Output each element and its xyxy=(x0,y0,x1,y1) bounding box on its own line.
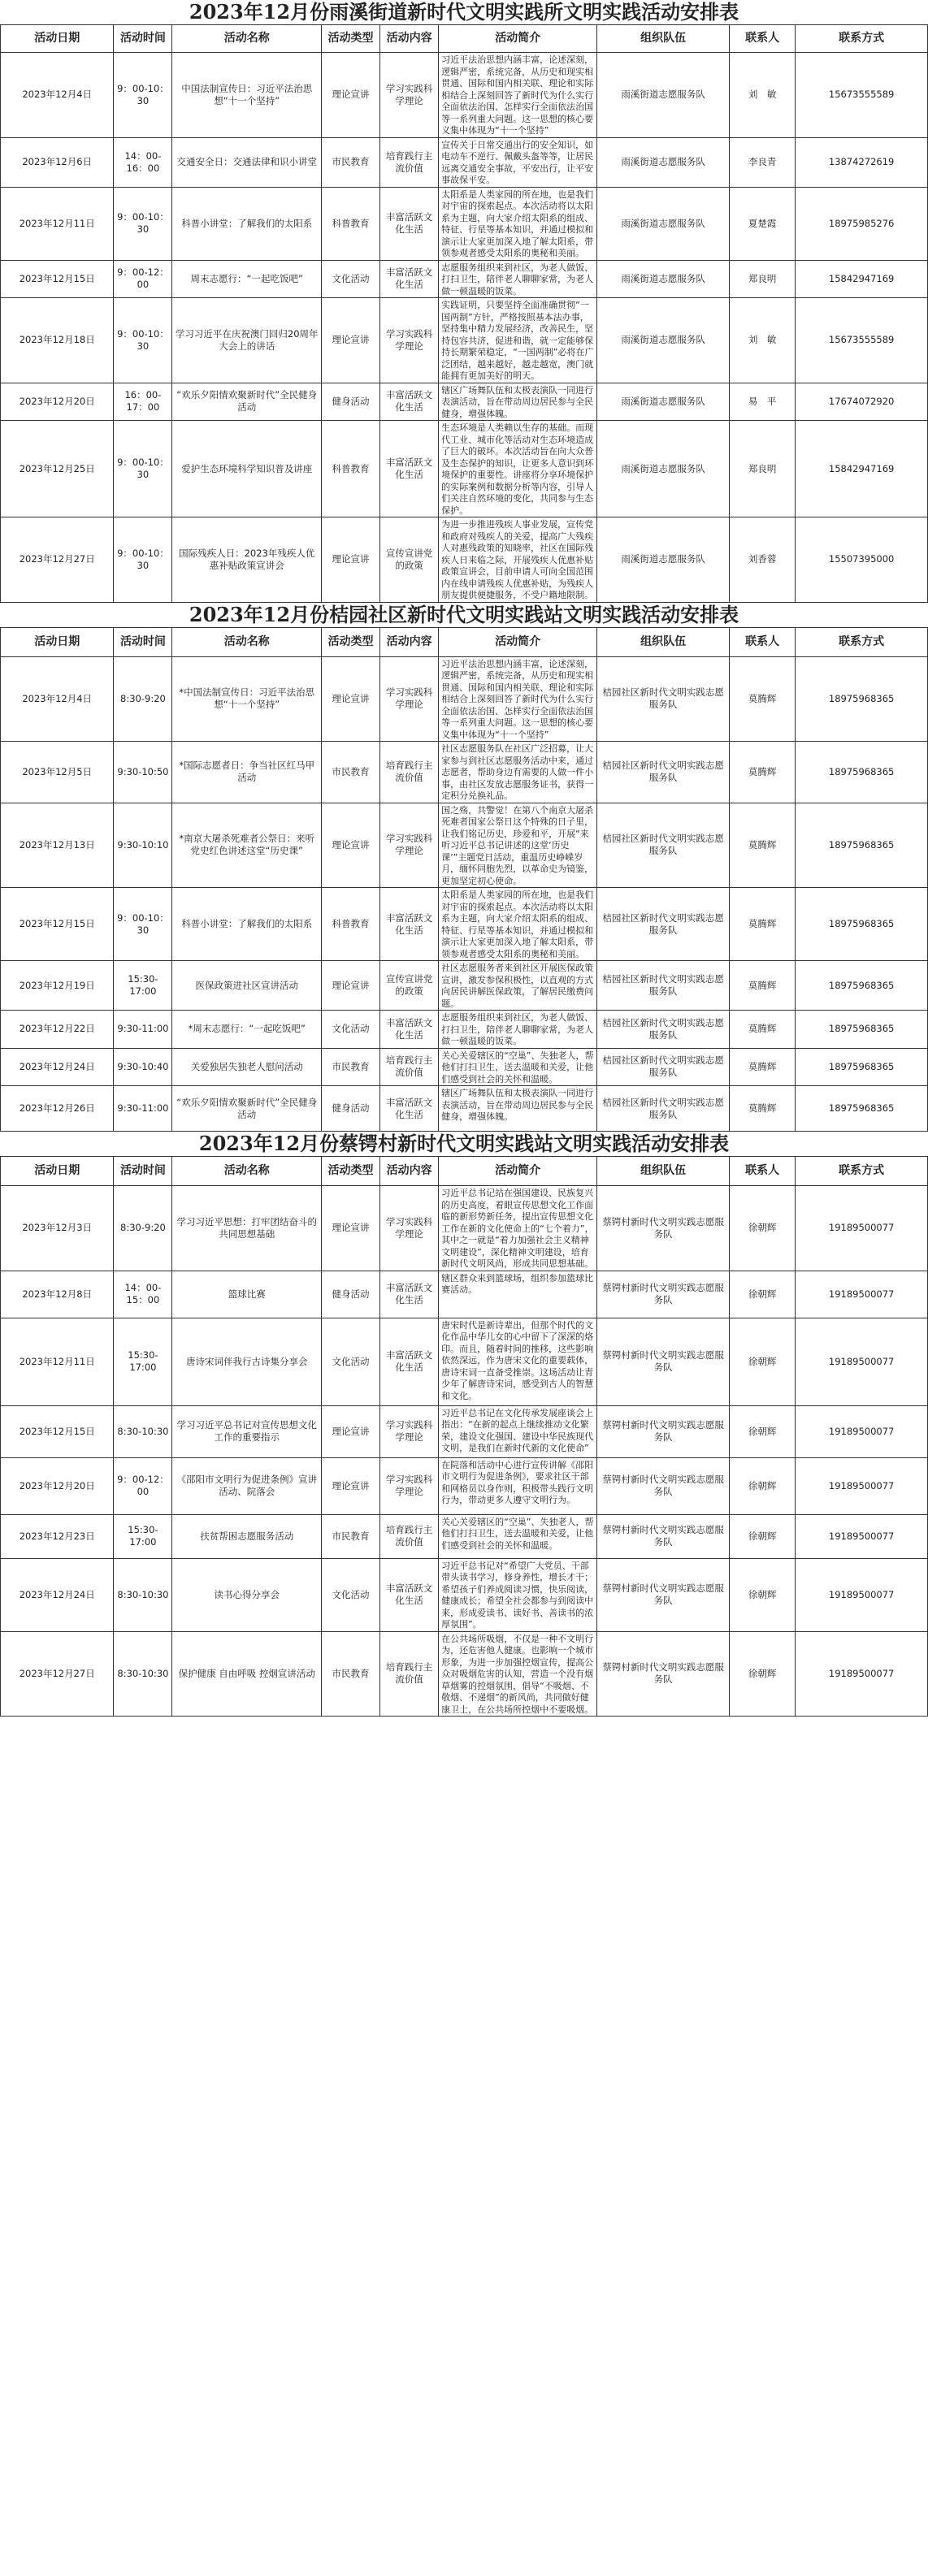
date-cell: 2023年12月20日 xyxy=(1,383,114,421)
phone-cell: 15673555589 xyxy=(796,298,928,383)
name-cell: 保护健康 自由呼吸 控烟宣讲活动 xyxy=(172,1631,322,1717)
date-cell: 2023年12月11日 xyxy=(1,187,114,260)
date-cell: 2023年12月13日 xyxy=(1,803,114,888)
time-cell: 14：00-15：00 xyxy=(114,1271,172,1318)
column-header: 活动简介 xyxy=(439,1157,597,1186)
content-cell: 丰富活跃文化生活 xyxy=(380,1558,439,1631)
table-row xyxy=(1,1318,928,1405)
date-cell: 2023年12月25日 xyxy=(1,421,114,517)
type-cell: 市民教育 xyxy=(322,137,380,187)
time-cell: 9:30-10:40 xyxy=(114,1048,172,1086)
column-header: 活动类型 xyxy=(322,1157,380,1186)
time-cell: 9：00-10：30 xyxy=(114,421,172,517)
column-header: 活动名称 xyxy=(172,25,322,53)
org-cell: 雨溪街道志愿服务队 xyxy=(597,187,730,260)
phone-cell: 19189500077 xyxy=(796,1514,928,1558)
org-cell: 雨溪街道志愿服务队 xyxy=(597,421,730,517)
table-row xyxy=(1,383,928,421)
type-cell: 市民教育 xyxy=(322,1048,380,1086)
table-row xyxy=(1,803,928,888)
phone-cell: 19189500077 xyxy=(796,1318,928,1405)
intro-cell: 辖区群众来到篮球场，组织参加篮球比赛活动。 xyxy=(439,1271,597,1318)
date-cell: 2023年12月19日 xyxy=(1,961,114,1011)
type-cell: 科普教育 xyxy=(322,421,380,517)
contact-cell: 莫腾辉 xyxy=(729,656,795,742)
name-cell: 科普小讲堂：了解我们的太阳系 xyxy=(172,187,322,260)
name-cell: 医保政策进社区宣讲活动 xyxy=(172,961,322,1011)
schedule-table xyxy=(0,1156,928,1717)
date-cell: 2023年12月26日 xyxy=(1,1086,114,1132)
org-cell: 蔡锷村新时代文明实践志愿服务队 xyxy=(597,1271,730,1318)
header-row xyxy=(1,627,928,656)
intro-cell: 习近平总书记对“希望广大党员、干部带头读书学习，修身养性，增长才干；希望孩子们养成阅读习惯，快乐阅读，健康成长；希望全社会都参与到阅读中来，形成爱读书、读好书、善读书的浓厚氛围”。 xyxy=(439,1558,597,1631)
content-cell: 丰富活跃文化生活 xyxy=(380,383,439,421)
intro-cell: 宣传关于日常交通出行的安全知识，如电动车不逆行、佩戴头盔等等，让居民远离交通安全事故，平安出行，让平安事故保平安。 xyxy=(439,137,597,187)
phone-cell: 18975968365 xyxy=(796,1011,928,1049)
column-header: 联系人 xyxy=(729,1157,795,1186)
org-cell: 雨溪街道志愿服务队 xyxy=(597,517,730,603)
time-cell: 15:30-17:00 xyxy=(114,1318,172,1405)
org-cell: 雨溪街道志愿服务队 xyxy=(597,137,730,187)
table-row xyxy=(1,298,928,383)
content-cell: 学习实践科学理论 xyxy=(380,1405,439,1457)
date-cell: 2023年12月27日 xyxy=(1,1631,114,1717)
column-header: 活动名称 xyxy=(172,1157,322,1186)
type-cell: 理论宣讲 xyxy=(322,1186,380,1271)
table-row xyxy=(1,742,928,803)
type-cell: 科普教育 xyxy=(322,888,380,961)
intro-cell: 辖区广场舞队伍和太极表演队一同进行表演活动，旨在带动周边居民参与全民健身，增强体魄。 xyxy=(439,383,597,421)
name-cell: 爱护生态环境科学知识普及讲座 xyxy=(172,421,322,517)
contact-cell: 夏楚霞 xyxy=(729,187,795,260)
intro-cell: 实践证明，只要坚持全面准确贯彻“一国两制”方针，严格按照基本法办事，坚持集中精力发展经济，改善民生，坚持包容共济，促进和谐，就一定能够保持长期繁荣稳定，“一国两制”必将在广泛团结，越来越好，越走越宽，澳门就能拥有更加美好的明天。 xyxy=(439,298,597,383)
content-cell: 丰富活跃文化生活 xyxy=(380,1271,439,1318)
name-cell: 篮球比赛 xyxy=(172,1271,322,1318)
content-cell: 宣传宣讲党的政策 xyxy=(380,517,439,603)
intro-cell: 习近平法治思想内涵丰富，论述深刻，逻辑严密，系统完备，从历史和现实相贯通、国际和国内相关联、理论和实际相结合上深刻回答了新时代为什么实行全面依法治国、怎样实行全面依法治国等一系列重大问题。这一思想的核心要义集中体现为“十一个坚持” xyxy=(439,53,597,138)
intro-cell: 太阳系是人类家园的所在地，也是我们对宇宙的探索起点。本次活动将以太阳系为主题，向大家介绍太阳系的组成、特征、行星等基本知识，并通过模拟和演示让大家更加深入地了解太阳系，带领参观者感受太阳系的奥秘和美丽。 xyxy=(439,888,597,961)
date-cell: 2023年12月15日 xyxy=(1,260,114,298)
intro-cell: 生态环境是人类赖以生存的基础。而现代工业、城市化等活动对生态环境造成了巨大的破坏。本次活动旨在向大众普及生态保护的知识，让更多人意识到环境保护的重要性。讲座将分享环境保护的实际案例和数据分析等内容，引导人们关注自然环境的变化，共同参与生态保护。 xyxy=(439,421,597,517)
intro-cell: 在院落和活动中心进行宣传讲解《邵阳市文明行为促进条例》，要求社区干部和网格员以身作则，积极带头践行文明行为，带动更多人遵守文明行为。 xyxy=(439,1457,597,1514)
type-cell: 市民教育 xyxy=(322,742,380,803)
type-cell: 科普教育 xyxy=(322,187,380,260)
phone-cell: 18975968365 xyxy=(796,961,928,1011)
column-header: 活动名称 xyxy=(172,627,322,656)
name-cell: 扶贫帮困志愿服务活动 xyxy=(172,1514,322,1558)
contact-cell: 郑良明 xyxy=(729,260,795,298)
type-cell: 健身活动 xyxy=(322,1086,380,1132)
column-header: 联系方式 xyxy=(796,627,928,656)
contact-cell: 徐朝辉 xyxy=(729,1318,795,1405)
name-cell: “欢乐夕阳情欢聚新时代”全民健身活动 xyxy=(172,383,322,421)
header-row xyxy=(1,1157,928,1186)
name-cell: 国际残疾人日：2023年残疾人优惠补贴政策宣讲会 xyxy=(172,517,322,603)
time-cell: 8:30-9:20 xyxy=(114,656,172,742)
table-row xyxy=(1,517,928,603)
name-cell: *国际志愿者日：争当社区红马甲活动 xyxy=(172,742,322,803)
intro-cell: 志愿服务组织来到社区，为老人做饭、打扫卫生，陪伴老人聊聊家常，为老人做一顿温暖的饭菜。 xyxy=(439,1011,597,1049)
contact-cell: 徐朝辉 xyxy=(729,1271,795,1318)
time-cell: 14：00-16：00 xyxy=(114,137,172,187)
org-cell: 蔡锷村新时代文明实践志愿服务队 xyxy=(597,1457,730,1514)
table-row xyxy=(1,1405,928,1457)
type-cell: 理论宣讲 xyxy=(322,1457,380,1514)
org-cell: 雨溪街道志愿服务队 xyxy=(597,298,730,383)
date-cell: 2023年12月23日 xyxy=(1,1514,114,1558)
date-cell: 2023年12月24日 xyxy=(1,1558,114,1631)
time-cell: 9:30-10:10 xyxy=(114,803,172,888)
table-row xyxy=(1,1271,928,1318)
table-row xyxy=(1,187,928,260)
type-cell: 文化活动 xyxy=(322,1558,380,1631)
contact-cell: 莫腾辉 xyxy=(729,1086,795,1132)
contact-cell: 郑良明 xyxy=(729,421,795,517)
time-cell: 9：00-12：00 xyxy=(114,260,172,298)
name-cell: 关爱独居失独老人慰问活动 xyxy=(172,1048,322,1086)
schedule-section xyxy=(0,0,928,603)
intro-cell: 关心关爱辖区的“空巢”、失独老人，帮他们打扫卫生，送去温暖和关爱，让他们感受到社会的关怀和温暖。 xyxy=(439,1514,597,1558)
type-cell: 文化活动 xyxy=(322,1318,380,1405)
date-cell: 2023年12月27日 xyxy=(1,517,114,603)
phone-cell: 19189500077 xyxy=(796,1405,928,1457)
intro-cell: 国之殇，共警觉！在第八个南京大屠杀死难者国家公祭日这个特殊的日子里，让我们铭记历史，珍爱和平，开展“来听习近平总书记讲述的这堂‘历史课’”主题党日活动，重温历史峥嵘岁月，缅怀同胞先烈，以革命史为镜鉴，更加坚定初心使命。 xyxy=(439,803,597,888)
org-cell: 雨溪街道志愿服务队 xyxy=(597,383,730,421)
org-cell: 雨溪街道志愿服务队 xyxy=(597,53,730,138)
phone-cell: 18975968365 xyxy=(796,1086,928,1132)
phone-cell: 18975985276 xyxy=(796,187,928,260)
time-cell: 9：00-10：30 xyxy=(114,53,172,138)
column-header: 联系方式 xyxy=(796,25,928,53)
section-title: 2023年12月份雨溪街道新时代文明实践所文明实践活动安排表 xyxy=(189,0,739,24)
content-cell: 丰富活跃文化生活 xyxy=(380,187,439,260)
section-title: 2023年12月份桔园社区新时代文明实践站文明实践活动安排表 xyxy=(189,602,739,626)
phone-cell: 18975968365 xyxy=(796,803,928,888)
content-cell: 培育践行主流价值 xyxy=(380,137,439,187)
time-cell: 8:30-10:30 xyxy=(114,1558,172,1631)
type-cell: 文化活动 xyxy=(322,260,380,298)
table-row xyxy=(1,656,928,742)
date-cell: 2023年12月22日 xyxy=(1,1011,114,1049)
type-cell: 文化活动 xyxy=(322,1011,380,1049)
contact-cell: 刘 敏 xyxy=(729,53,795,138)
type-cell: 健身活动 xyxy=(322,1271,380,1318)
content-cell: 培育践行主流价值 xyxy=(380,742,439,803)
column-header: 活动简介 xyxy=(439,25,597,53)
schedule-section xyxy=(0,1132,928,1717)
contact-cell: 莫腾辉 xyxy=(729,961,795,1011)
intro-cell: 关心关爱辖区的“空巢”、失独老人，帮他们打扫卫生，送去温暖和关爱，让他们感受到社会的关怀和温暖。 xyxy=(439,1048,597,1086)
type-cell: 理论宣讲 xyxy=(322,517,380,603)
time-cell: 9：00-10：30 xyxy=(114,517,172,603)
time-cell: 9：00-10：30 xyxy=(114,187,172,260)
type-cell: 理论宣讲 xyxy=(322,803,380,888)
date-cell: 2023年12月11日 xyxy=(1,1318,114,1405)
name-cell: 交通安全日：交通法律和识小讲堂 xyxy=(172,137,322,187)
name-cell: *中国法制宣传日：习近平法治思想“十一个坚持” xyxy=(172,656,322,742)
content-cell: 培育践行主流价值 xyxy=(380,1514,439,1558)
section-title: 2023年12月份蔡锷村新时代文明实践站文明实践活动安排表 xyxy=(198,1132,730,1155)
contact-cell: 刘 敏 xyxy=(729,298,795,383)
name-cell: 科普小讲堂：了解我们的太阳系 xyxy=(172,888,322,961)
contact-cell: 莫腾辉 xyxy=(729,1048,795,1086)
contact-cell: 莫腾辉 xyxy=(729,803,795,888)
phone-cell: 15673555589 xyxy=(796,53,928,138)
type-cell: 理论宣讲 xyxy=(322,1405,380,1457)
time-cell: 8:30-10:30 xyxy=(114,1405,172,1457)
org-cell: 蔡锷村新时代文明实践志愿服务队 xyxy=(597,1514,730,1558)
table-row xyxy=(1,1631,928,1717)
type-cell: 理论宣讲 xyxy=(322,656,380,742)
intro-cell: 太阳系是人类家园的所在地，也是我们对宇宙的探索起点。本次活动将以太阳系为主题，向大家介绍太阳系的组成、特征、行星等基本知识，并通过模拟和演示让大家更加深入地了解太阳系，带领参观者感受太阳系的奥秘和美丽。 xyxy=(439,187,597,260)
time-cell: 15:30-17:00 xyxy=(114,1514,172,1558)
table-row xyxy=(1,1514,928,1558)
contact-cell: 徐朝辉 xyxy=(729,1558,795,1631)
content-cell: 学习实践科学理论 xyxy=(380,53,439,138)
org-cell: 桔园社区新时代文明实践志愿服务队 xyxy=(597,1011,730,1049)
contact-cell: 刘香蓉 xyxy=(729,517,795,603)
contact-cell: 莫腾辉 xyxy=(729,1011,795,1049)
column-header: 活动内容 xyxy=(380,627,439,656)
name-cell: 周末志愿行：“一起吃饭吧” xyxy=(172,260,322,298)
time-cell: 8:30-10:30 xyxy=(114,1631,172,1717)
name-cell: 《邵阳市文明行为促进条例》宣讲活动、院落会 xyxy=(172,1457,322,1514)
contact-cell: 李良青 xyxy=(729,137,795,187)
intro-cell: 为进一步推进残疾人事业发展，宣传党和政府对残疾人的关爱，提高广大残疾人对惠残政策的知晓率，社区在国际残疾人日来临之际，开展残疾人优惠补贴政策宣讲会，目前申请人可向全国范围内在线申请残疾人优惠补贴，为残疾人朋友提供便捷服务，不受户籍地限制。 xyxy=(439,517,597,603)
contact-cell: 徐朝辉 xyxy=(729,1457,795,1514)
phone-cell: 18975968365 xyxy=(796,888,928,961)
phone-cell: 19189500077 xyxy=(796,1631,928,1717)
column-header: 组织队伍 xyxy=(597,627,730,656)
content-cell: 丰富活跃文化生活 xyxy=(380,421,439,517)
column-header: 联系方式 xyxy=(796,1157,928,1186)
date-cell: 2023年12月8日 xyxy=(1,1271,114,1318)
date-cell: 2023年12月3日 xyxy=(1,1186,114,1271)
contact-cell: 徐朝辉 xyxy=(729,1186,795,1271)
contact-cell: 徐朝辉 xyxy=(729,1631,795,1717)
type-cell: 理论宣讲 xyxy=(322,298,380,383)
content-cell: 学习实践科学理论 xyxy=(380,1457,439,1514)
column-header: 活动简介 xyxy=(439,627,597,656)
table-row xyxy=(1,137,928,187)
type-cell: 市民教育 xyxy=(322,1631,380,1717)
content-cell: 培育践行主流价值 xyxy=(380,1631,439,1717)
phone-cell: 17674072920 xyxy=(796,383,928,421)
time-cell: 9：00-12：00 xyxy=(114,1457,172,1514)
intro-cell: 社区志愿服务者来到社区开展医保政策宣讲，激发参保积极性，以直观的方式向居民讲解医保政策，了解居民缴费问题。 xyxy=(439,961,597,1011)
table-row xyxy=(1,260,928,298)
column-header: 活动日期 xyxy=(1,1157,114,1186)
content-cell: 学习实践科学理论 xyxy=(380,298,439,383)
column-header: 活动类型 xyxy=(322,25,380,53)
table-row xyxy=(1,1086,928,1132)
org-cell: 蔡锷村新时代文明实践志愿服务队 xyxy=(597,1186,730,1271)
name-cell: 学习习近平思想：打牢团结奋斗的共同思想基础 xyxy=(172,1186,322,1271)
content-cell: 丰富活跃文化生活 xyxy=(380,260,439,298)
org-cell: 蔡锷村新时代文明实践志愿服务队 xyxy=(597,1318,730,1405)
content-cell: 丰富活跃文化生活 xyxy=(380,1318,439,1405)
content-cell: 学习实践科学理论 xyxy=(380,656,439,742)
intro-cell: 社区志愿服务队在社区广泛招募，让大家参与到社区志愿服务活动中来，通过志愿者，帮助身边有需要的人做一件小事，由社区发放志愿服务证书，获得一定积分兑换礼品。 xyxy=(439,742,597,803)
column-header: 活动日期 xyxy=(1,627,114,656)
date-cell: 2023年12月15日 xyxy=(1,1405,114,1457)
content-cell: 培育践行主流价值 xyxy=(380,1048,439,1086)
time-cell: 16：00-17：00 xyxy=(114,383,172,421)
name-cell: 学习习近平在庆祝澳门回归20周年大会上的讲话 xyxy=(172,298,322,383)
time-cell: 9:30-10:50 xyxy=(114,742,172,803)
column-header: 联系人 xyxy=(729,627,795,656)
column-header: 活动日期 xyxy=(1,25,114,53)
name-cell: 唐诗宋词伴我行古诗集分享会 xyxy=(172,1318,322,1405)
contact-cell: 徐朝辉 xyxy=(729,1514,795,1558)
phone-cell: 19189500077 xyxy=(796,1271,928,1318)
table-row xyxy=(1,1186,928,1271)
phone-cell: 18975968365 xyxy=(796,1048,928,1086)
table-row xyxy=(1,961,928,1011)
org-cell: 桔园社区新时代文明实践志愿服务队 xyxy=(597,1048,730,1086)
date-cell: 2023年12月4日 xyxy=(1,53,114,138)
time-cell: 15:30-17:00 xyxy=(114,961,172,1011)
phone-cell: 15842947169 xyxy=(796,260,928,298)
content-cell: 学习实践科学理论 xyxy=(380,1186,439,1271)
phone-cell: 13874272619 xyxy=(796,137,928,187)
type-cell: 理论宣讲 xyxy=(322,53,380,138)
column-header: 组织队伍 xyxy=(597,25,730,53)
org-cell: 桔园社区新时代文明实践志愿服务队 xyxy=(597,742,730,803)
name-cell: *周末志愿行：“一起吃饭吧” xyxy=(172,1011,322,1049)
phone-cell: 19189500077 xyxy=(796,1457,928,1514)
org-cell: 雨溪街道志愿服务队 xyxy=(597,260,730,298)
date-cell: 2023年12月5日 xyxy=(1,742,114,803)
column-header: 活动内容 xyxy=(380,1157,439,1186)
name-cell: 学习习近平总书记对宣传思想文化工作的重要指示 xyxy=(172,1405,322,1457)
column-header: 活动时间 xyxy=(114,627,172,656)
org-cell: 桔园社区新时代文明实践志愿服务队 xyxy=(597,1086,730,1132)
table-row xyxy=(1,421,928,517)
column-header: 活动内容 xyxy=(380,25,439,53)
column-header: 活动时间 xyxy=(114,1157,172,1186)
contact-cell: 徐朝辉 xyxy=(729,1405,795,1457)
org-cell: 桔园社区新时代文明实践志愿服务队 xyxy=(597,803,730,888)
time-cell: 8:30-9:20 xyxy=(114,1186,172,1271)
time-cell: 9:30-11:00 xyxy=(114,1086,172,1132)
content-cell: 学习实践科学理论 xyxy=(380,803,439,888)
org-cell: 桔园社区新时代文明实践志愿服务队 xyxy=(597,961,730,1011)
column-header: 联系人 xyxy=(729,25,795,53)
type-cell: 市民教育 xyxy=(322,1514,380,1558)
schedule-table xyxy=(0,627,928,1132)
table-row xyxy=(1,1558,928,1631)
contact-cell: 莫腾辉 xyxy=(729,742,795,803)
time-cell: 9：00-10：30 xyxy=(114,298,172,383)
table-row xyxy=(1,1457,928,1514)
date-cell: 2023年12月18日 xyxy=(1,298,114,383)
time-cell: 9:30-11:00 xyxy=(114,1011,172,1049)
time-cell: 9：00-10：30 xyxy=(114,888,172,961)
intro-cell: 唐宋时代是新诗辈出，但那个时代的文化作品中华儿女的心中留下了深深的烙印。而且，随着时间的推移，这些影响依然深远，作为唐宋文化的重要载体，唐诗宋词一直备受推崇。这场活动让青少年了解唐诗宋词，感受到古人的智慧和文化。 xyxy=(439,1318,597,1405)
name-cell: “欢乐夕阳情欢聚新时代”全民健身活动 xyxy=(172,1086,322,1132)
org-cell: 桔园社区新时代文明实践志愿服务队 xyxy=(597,656,730,742)
org-cell: 蔡锷村新时代文明实践志愿服务队 xyxy=(597,1558,730,1631)
org-cell: 蔡锷村新时代文明实践志愿服务队 xyxy=(597,1631,730,1717)
phone-cell: 15842947169 xyxy=(796,421,928,517)
schedule-section xyxy=(0,603,928,1132)
column-header: 组织队伍 xyxy=(597,1157,730,1186)
org-cell: 桔园社区新时代文明实践志愿服务队 xyxy=(597,888,730,961)
date-cell: 2023年12月4日 xyxy=(1,656,114,742)
header-row xyxy=(1,25,928,53)
phone-cell: 19189500077 xyxy=(796,1558,928,1631)
table-row xyxy=(1,888,928,961)
phone-cell: 18975968365 xyxy=(796,656,928,742)
intro-cell: 习近平法治思想内涵丰富，论述深刻，逻辑严密，系统完备，从历史和现实相贯通、国际和国内相关联、理论和实际相结合上深刻回答了新时代为什么实行全面依法治国、怎样实行全面依法治国等一系列重大问题。这一思想的核心要义集中体现为“十一个坚持” xyxy=(439,656,597,742)
type-cell: 理论宣讲 xyxy=(322,961,380,1011)
name-cell: *南京大屠杀死难者公祭日：来听党史红色讲述这堂“历史课” xyxy=(172,803,322,888)
table-row xyxy=(1,1011,928,1049)
name-cell: 读书心得分享会 xyxy=(172,1558,322,1631)
column-header: 活动类型 xyxy=(322,627,380,656)
contact-cell: 莫腾辉 xyxy=(729,888,795,961)
intro-cell: 在公共场所吸烟，不仅是一种不文明行为，还危害他人健康。也影响一个城市形象，为进一步加强控烟宣传，提高公众对吸烟危害的认知，营造一个没有烟草烟雾的控烟氛围，倡导“不吸烟、不敬烟、不递烟”的新风尚，共同做好健康卫士，在公共场所控烟中不要吸烟。 xyxy=(439,1631,597,1717)
date-cell: 2023年12月15日 xyxy=(1,888,114,961)
phone-cell: 15507395000 xyxy=(796,517,928,603)
intro-cell: 习近平总书记在文化传承发展座谈会上指出：“在新的起点上继续推动文化繁荣，建设文化强国、建设中华民族现代文明，是我们在新时代新的文化使命” xyxy=(439,1405,597,1457)
type-cell: 健身活动 xyxy=(322,383,380,421)
intro-cell: 志愿服务组织来到社区，为老人做饭、打扫卫生，陪伴老人聊聊家常，为老人做一顿温暖的饭菜。 xyxy=(439,260,597,298)
name-cell: 中国法制宣传日：习近平法治思想“十一个坚持” xyxy=(172,53,322,138)
content-cell: 丰富活跃文化生活 xyxy=(380,1086,439,1132)
schedule-table xyxy=(0,24,928,603)
table-row xyxy=(1,53,928,138)
content-cell: 宣传宣讲党的政策 xyxy=(380,961,439,1011)
intro-cell: 辖区广场舞队伍和太极表演队一同进行表演活动，旨在带动周边居民参与全民健身，增强体魄。 xyxy=(439,1086,597,1132)
table-row xyxy=(1,1048,928,1086)
content-cell: 丰富活跃文化生活 xyxy=(380,1011,439,1049)
contact-cell: 易 平 xyxy=(729,383,795,421)
date-cell: 2023年12月24日 xyxy=(1,1048,114,1086)
org-cell: 蔡锷村新时代文明实践志愿服务队 xyxy=(597,1405,730,1457)
column-header: 活动时间 xyxy=(114,25,172,53)
intro-cell: 习近平总书记站在强国建设、民族复兴的历史高度，着眼宣传思想文化工作面临的新形势新任务，提出宣传思想文化工作在新的文化使命上的“七个着力”，其中之一就是“着力加强社会主义精神文明建设”，深化精神文明建设，培育新时代文明风尚，形成共同思想基础。 xyxy=(439,1186,597,1271)
phone-cell: 19189500077 xyxy=(796,1186,928,1271)
date-cell: 2023年12月6日 xyxy=(1,137,114,187)
content-cell: 丰富活跃文化生活 xyxy=(380,888,439,961)
phone-cell: 18975968365 xyxy=(796,742,928,803)
date-cell: 2023年12月20日 xyxy=(1,1457,114,1514)
